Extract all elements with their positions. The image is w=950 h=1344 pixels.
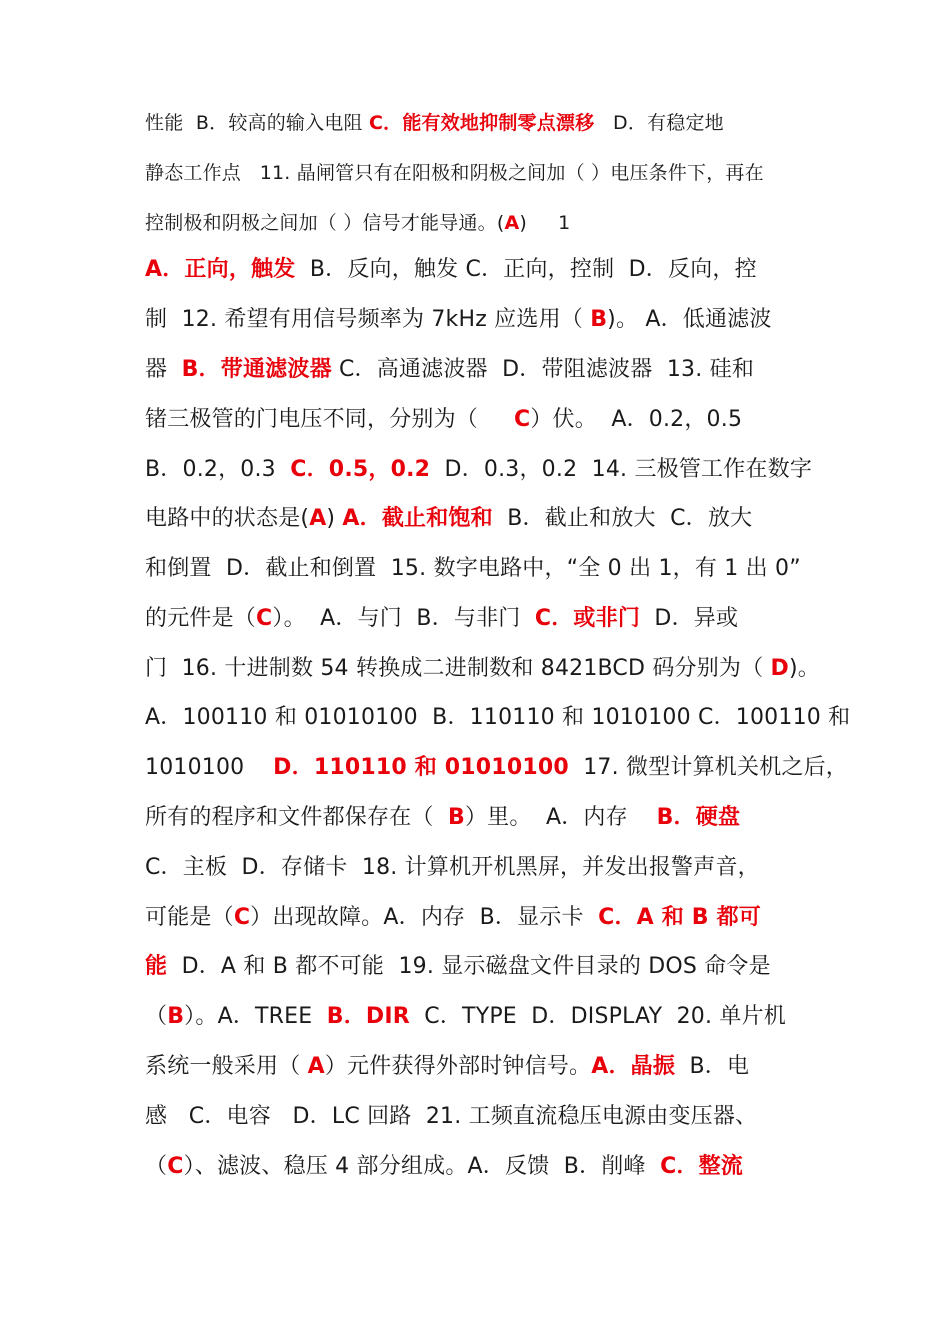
answer-highlight: C．整流 xyxy=(660,1154,744,1179)
answer-highlight: A．截止和饱和 xyxy=(342,506,493,531)
text-segment: ）、滤波、稳压 4 部分组成。A．反馈 B．削峰 xyxy=(183,1154,661,1179)
text-line xyxy=(145,355,754,385)
text-segment: C．TYPE D．DISPLAY 20. 单片机 xyxy=(409,1004,786,1029)
answer-highlight: C．能有效地抑制零点漂移 xyxy=(368,112,595,134)
text-segment: B．反向，触发 C．正向，控制 D．反向，控 xyxy=(295,257,757,282)
answer-highlight: B xyxy=(167,1004,185,1029)
answer-highlight: A xyxy=(307,1054,325,1079)
text-segment: 感 C．电容 D．LC 回路 21. 工频直流稳压电源由变压器、 xyxy=(145,1104,758,1129)
text-segment: C．高通滤波器 D．带阻滤波器 13. 硅和 xyxy=(331,357,755,382)
text-line xyxy=(145,803,740,833)
text-segment: 所有的程序和文件都保存在（ xyxy=(145,805,448,830)
text-segment: 可能是（ xyxy=(145,905,234,930)
text-segment: C．主板 D．存储卡 18. 计算机开机黑屏，并发出报警声音， xyxy=(145,855,760,880)
text-line xyxy=(145,604,738,634)
answer-highlight: A xyxy=(504,212,520,234)
text-line xyxy=(145,305,772,335)
answer-highlight: 能 xyxy=(145,954,168,979)
text-segment: 控制极和阴极之间加（ ）信号才能导通。( xyxy=(145,212,505,234)
answer-highlight: B．带通滤波器 xyxy=(181,357,332,382)
text-segment: ）。A．TREE xyxy=(184,1004,327,1029)
text-segment: D．异或 xyxy=(640,606,739,631)
text-segment: （ xyxy=(145,1004,168,1029)
text-segment: )。 xyxy=(789,656,820,681)
text-segment: ) xyxy=(326,506,343,531)
text-segment: 锗三极管的门电压不同，分别为（ xyxy=(145,407,514,432)
text-line xyxy=(145,255,757,285)
text-segment: ）伏。 A．0.2，0.5 xyxy=(530,407,743,432)
text-segment: D．0.3，0.2 14. 三极管工作在数字 xyxy=(430,457,813,482)
answer-highlight: C xyxy=(256,606,273,631)
text-segment: B．0.2，0.3 xyxy=(145,457,291,482)
text-segment: 17. 微型计算机关机之后， xyxy=(568,755,849,780)
text-line xyxy=(145,903,761,933)
answer-highlight: B xyxy=(590,307,608,332)
text-segment: 门 16. 十进制数 54 转换成二进制数和 8421BCD 码分别为（ xyxy=(145,656,771,681)
text-segment: 制 12. 希望有用信号频率为 7kHz 应选用（ xyxy=(145,307,591,332)
text-line xyxy=(145,554,801,584)
text-line xyxy=(145,753,848,783)
text-segment: 器 xyxy=(145,357,182,382)
text-segment: ）。 A．与门 B．与非门 xyxy=(272,606,535,631)
text-segment: )。 A．低通滤波 xyxy=(607,307,772,332)
answer-highlight: B xyxy=(448,805,465,830)
text-segment: 系统一般采用（ xyxy=(145,1054,308,1079)
text-segment: 1010100 xyxy=(145,755,274,780)
answer-highlight: C．A 和 B 都可 xyxy=(598,905,762,930)
text-line xyxy=(145,504,752,534)
answer-highlight: A．晶振 xyxy=(591,1054,676,1079)
text-line xyxy=(145,1002,786,1032)
text-segment: ) 1 xyxy=(519,212,571,234)
text-segment: B．电 xyxy=(675,1054,750,1079)
text-line xyxy=(145,455,812,485)
text-line xyxy=(145,405,742,435)
text-line xyxy=(145,1102,757,1132)
text-line xyxy=(145,1152,743,1182)
answer-highlight: C xyxy=(167,1154,184,1179)
text-line xyxy=(145,108,724,138)
text-segment: 和倒置 D．截止和倒置 15. 数字电路中，“全 0 出 1，有 1 出 0” xyxy=(145,556,801,581)
text-segment: 的元件是（ xyxy=(145,606,257,631)
answer-highlight: D xyxy=(770,656,789,681)
text-line xyxy=(145,952,771,982)
text-line xyxy=(145,158,764,188)
answer-highlight: A．正向，触发 xyxy=(145,257,296,282)
text-segment: ）里。 A．内存 xyxy=(464,805,657,830)
answer-highlight: C．或非门 xyxy=(534,606,641,631)
text-line xyxy=(145,208,570,238)
text-line xyxy=(145,1052,749,1082)
text-segment: ）元件获得外部时钟信号。 xyxy=(324,1054,592,1079)
text-segment: 静态工作点 11. 晶闸管只有在阳极和阴极之间加（ ）电压条件下，再在 xyxy=(145,162,764,184)
text-line xyxy=(145,853,760,883)
answer-highlight: C xyxy=(233,905,251,930)
text-segment: D．A 和 B 都不可能 19. 显示磁盘文件目录的 DOS 命令是 xyxy=(167,954,771,979)
text-segment: B．截止和放大 C．放大 xyxy=(492,506,753,531)
text-segment: ）出现故障。A．内存 B．显示卡 xyxy=(250,905,599,930)
text-segment: 电路中的状态是( xyxy=(145,506,310,531)
answer-highlight: C xyxy=(513,407,531,432)
text-segment: （ xyxy=(145,1154,168,1179)
answer-highlight: B．DIR xyxy=(326,1004,410,1029)
answer-highlight: D．110110 和 01010100 xyxy=(273,755,569,780)
answer-highlight: B．硬盘 xyxy=(656,805,741,830)
text-segment: A．100110 和 01010100 B．110110 和 1010100 C．100110 和 xyxy=(145,705,851,730)
answer-highlight: A xyxy=(309,506,327,531)
text-line xyxy=(145,703,850,733)
text-line xyxy=(145,654,820,684)
text-segment: D．有稳定地 xyxy=(594,112,724,134)
text-segment: 性能 B．较高的输入电阻 xyxy=(145,112,369,134)
answer-highlight: C．0.5，0.2 xyxy=(290,457,431,482)
